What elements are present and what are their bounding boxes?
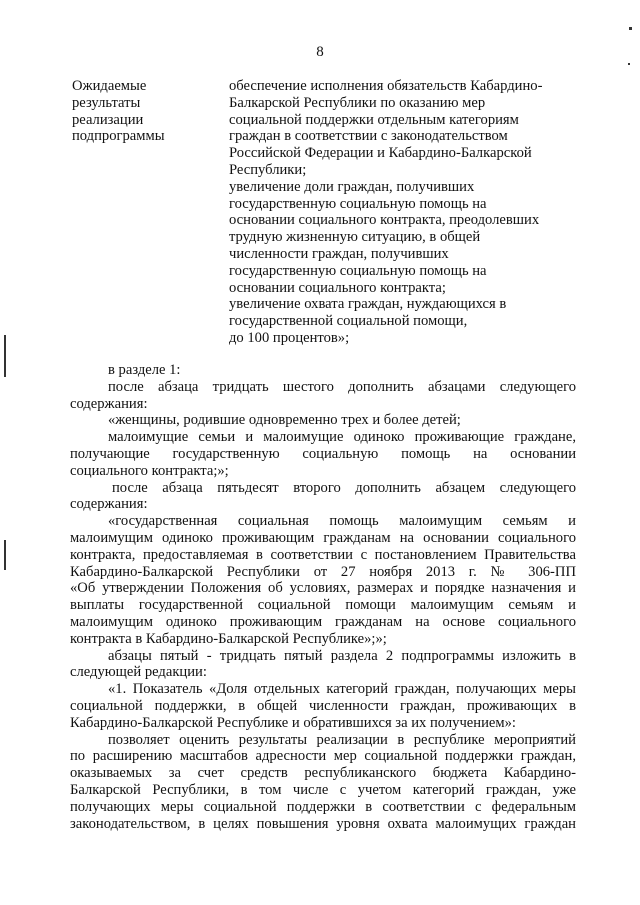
paragraph-line: выплаты государственной социальной помощи малоимущим семьям и bbox=[70, 597, 576, 614]
scan-edge-mark bbox=[4, 540, 6, 570]
passport-value-line: трудную жизненную ситуацию, в общей bbox=[229, 229, 481, 246]
paragraph-line: «1. Показатель «Доля отдельных категорий граждан, получающих меры bbox=[108, 681, 576, 698]
passport-value-line: граждан в соответствии с законодательством bbox=[229, 128, 508, 145]
paragraph-line: Балкарской Республики, в том числе с учетом категорий граждан, уже bbox=[70, 781, 576, 798]
paragraph-line: малоимущие семьи и малоимущие одиноко проживающие граждане, bbox=[108, 429, 576, 446]
passport-value-line: до 100 процентов»; bbox=[229, 329, 350, 346]
paragraph-line: содержания: bbox=[70, 496, 148, 513]
paragraph-line: оказываемых за счет средств республиканского бюджета Кабардино- bbox=[70, 765, 576, 782]
passport-value-line: численности граждан, получивших bbox=[229, 245, 449, 262]
paragraph-line: «Об утверждении Положения об условиях, размерах и порядке назначения и bbox=[70, 580, 576, 597]
passport-value-line: государственную социальную помощь на bbox=[229, 195, 487, 212]
passport-value-line: обеспечение исполнения обязательств Кабардино- bbox=[229, 78, 543, 94]
paragraph-line: получающих меры социальной поддержки в соответствии с федеральным bbox=[70, 798, 576, 815]
paragraph-line: «женщины, родившие одновременно трех и более детей; bbox=[108, 412, 461, 429]
passport-label-line: результаты bbox=[72, 94, 141, 111]
passport-value-line: увеличение доли граждан, получивших bbox=[229, 178, 475, 195]
passport-value bbox=[229, 78, 589, 347]
paragraph-line: после абзаца пятьдесят второго дополнить абзацем следующего bbox=[112, 479, 576, 496]
passport-value-line: Балкарской Республики по оказанию мер bbox=[229, 94, 486, 111]
paragraph-line: по расширению масштабов адресности мер социальной поддержки граждан, bbox=[70, 748, 576, 765]
paragraph-line: социального контракта;»; bbox=[70, 462, 229, 479]
passport-value-line: увеличение охвата граждан, нуждающихся в bbox=[229, 296, 507, 313]
paragraph-line: после абзаца тридцать шестого дополнить абзацами следующего bbox=[108, 378, 576, 395]
scan-edge-mark bbox=[4, 335, 6, 377]
paragraph-line: Кабардино-Балкарской Республике и обратившихся за их получением»: bbox=[70, 714, 516, 731]
passport-value-line: основании социального контракта; bbox=[229, 279, 446, 296]
passport-label-line: реализации bbox=[72, 111, 144, 128]
paragraph-line: Кабардино-Балкарской Республики от 27 ноября 2013 г. № 306-ПП bbox=[70, 563, 576, 580]
paragraph-line: позволяет оценить результаты реализации в республике мероприятий bbox=[108, 731, 576, 748]
passport-label-line: подпрограммы bbox=[72, 128, 165, 145]
paragraph-line: получающие государственную социальную помощь на основании bbox=[70, 445, 576, 462]
passport-label bbox=[72, 78, 212, 145]
paragraph-line: абзацы пятый - тридцать пятый раздела 2 подпрограммы изложить в bbox=[108, 647, 576, 664]
paragraph-line: законодательством, в целях повышения уровня охвата малоимущих граждан bbox=[70, 815, 576, 832]
passport-value-line: социальной поддержки отдельным категориям bbox=[229, 111, 519, 128]
paragraph-line: социальной поддержки, в общей численности граждан, проживающих в bbox=[70, 697, 576, 714]
passport-label-line: Ожидаемые bbox=[72, 78, 147, 94]
passport-value-line: основании социального контракта, преодолевших bbox=[229, 212, 540, 229]
scan-dust-mark bbox=[629, 27, 632, 30]
paragraph-line: «государственная социальная помощь малоимущим семьям и bbox=[108, 513, 576, 530]
passport-value-line: Республики; bbox=[229, 161, 307, 178]
passport-value-line: государственную социальную помощь на bbox=[229, 262, 487, 279]
paragraph-line: малоимущим одиноко проживающим гражданам на основании социального bbox=[70, 529, 576, 546]
paragraph-line: содержания: bbox=[70, 395, 148, 412]
passport-value-line: государственной социальной помощи, bbox=[229, 313, 468, 330]
page-number: 8 bbox=[316, 44, 324, 60]
paragraph-line: малоимущим одиноко проживающим гражданам на основе социального bbox=[70, 613, 576, 630]
passport-value-line: Российской Федерации и Кабардино-Балкарской bbox=[229, 145, 532, 162]
body-text bbox=[70, 362, 576, 832]
paragraph-line: в разделе 1: bbox=[108, 362, 181, 378]
paragraph-line: следующей редакции: bbox=[70, 664, 207, 681]
scan-dust-mark bbox=[628, 63, 630, 65]
paragraph-line: контракта, предоставляемая в соответствии с постановлением Правительства bbox=[70, 546, 576, 563]
paragraph-line: контракта в Кабардино-Балкарской Республике»;»; bbox=[70, 630, 387, 647]
